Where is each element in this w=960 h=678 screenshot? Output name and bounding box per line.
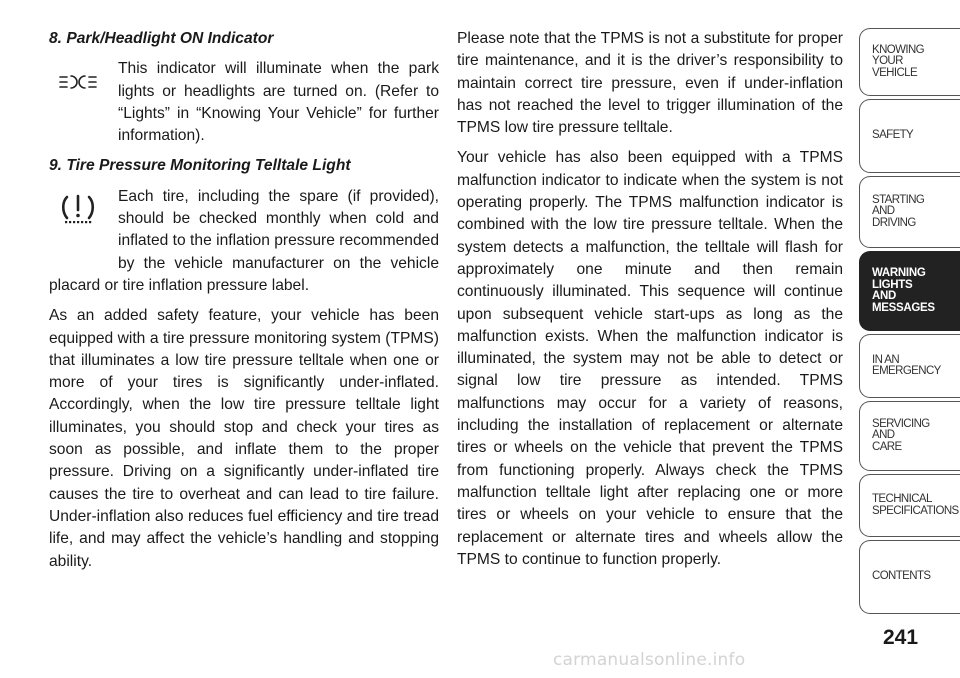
tab-label: WARNING LIGHTS AND MESSAGES bbox=[872, 267, 935, 314]
tab-label: CONTENTS bbox=[872, 570, 931, 583]
tab-knowing-your-vehicle[interactable] bbox=[859, 28, 960, 96]
section-9-text: Each tire, including the spare (if provided), should be checked monthly when cold and inflated to the inflation pressure recommended by the vehicle manufacturer on the vehicle placard or tire inflation pressure label. bbox=[49, 187, 439, 294]
tab-label: SERVICING AND CARE bbox=[872, 417, 930, 453]
section-9-heading: 9. Tire Pressure Monitoring Telltale Light bbox=[49, 157, 351, 175]
tab-label: IN AN EMERGENCY bbox=[872, 353, 941, 377]
section-8-text: This indicator will illuminate when the park lights or headlights are turned on. (Refer to “Lights” in “Knowing Your Vehicle” for further information). bbox=[118, 60, 439, 145]
tab-label: KNOWING YOUR VEHICLE bbox=[872, 43, 925, 79]
tab-label: TECHNICAL SPECIFICATIONS bbox=[872, 493, 959, 517]
section-tabs bbox=[859, 28, 960, 617]
tab-in-an-emergency[interactable] bbox=[859, 334, 960, 398]
section-9-body bbox=[49, 186, 439, 297]
tab-contents[interactable] bbox=[859, 540, 960, 614]
tire-pressure-telltale-icon bbox=[58, 192, 98, 228]
section-8-heading: 8. Park/Headlight ON Indicator bbox=[49, 30, 274, 47]
tab-servicing-and-care[interactable] bbox=[859, 401, 960, 471]
tab-warning-lights-and-messages[interactable] bbox=[859, 251, 960, 331]
tab-technical-specifications[interactable] bbox=[859, 474, 960, 537]
watermark: carmanualsonline.info bbox=[553, 650, 746, 670]
page-number: 241 bbox=[882, 626, 919, 649]
left-column bbox=[49, 28, 439, 581]
tab-label: SAFETY bbox=[872, 129, 914, 142]
tpms-paragraph: As an added safety feature, your vehicle has been equipped with a tire pressure monitoring system (TPMS) that illuminates a low tire pressure telltale when one or more of your tires is significantly under-inflated. Accordingly, when the low tire pressure telltale light illuminates, you should stop and check your tires as soon as possible, and inflate them to the proper pressure. Driving on a significantly under-inflated tire causes the tire to overheat and can lead to tire failure. Under-inflation also reduces fuel efficiency and tire tread life, and may affect the vehicle’s handling and stopping ability. bbox=[49, 307, 439, 570]
tpms-malfunction-paragraph: Your vehicle has also been equipped with a TPMS malfunction indicator to indicate when the system is not operating properly. The TPMS malfunction indicator is combined with the low tire pressure telltale. When the system detects a malfunction, the telltale will flash for approximately one minute and then remain continuously illuminated. This sequence will continue upon subsequent vehicle start-ups as long as the malfunction exists. When the malfunction indicator is illuminated, the system may not be able to detect or signal low tire pressure as intended. TPMS malfunctions may occur for a variety of reasons, including the installation of replacement or alternate tires or wheels on the vehicle that prevent the TPMS from functioning properly. Always check the TPMS malfunction telltale light after replacing one or more tires or wheels on your vehicle to ensure that the replacement or alternate tires and wheels allow the TPMS to continue to function properly. bbox=[457, 149, 843, 568]
tab-starting-and-driving[interactable] bbox=[859, 176, 960, 248]
tab-safety[interactable] bbox=[859, 99, 960, 173]
section-8-body bbox=[49, 58, 439, 147]
tpms-note-paragraph: Please note that the TPMS is not a substitute for proper tire maintenance, and it is the driver’s responsibility to maintain correct tire pressure, even if under-inflation has not reached the level to trigger illumination of the TPMS low tire pressure telltale. bbox=[457, 30, 843, 137]
tab-label: STARTING AND DRIVING bbox=[872, 193, 925, 229]
right-column bbox=[457, 28, 843, 579]
headlight-indicator-icon bbox=[58, 72, 98, 92]
